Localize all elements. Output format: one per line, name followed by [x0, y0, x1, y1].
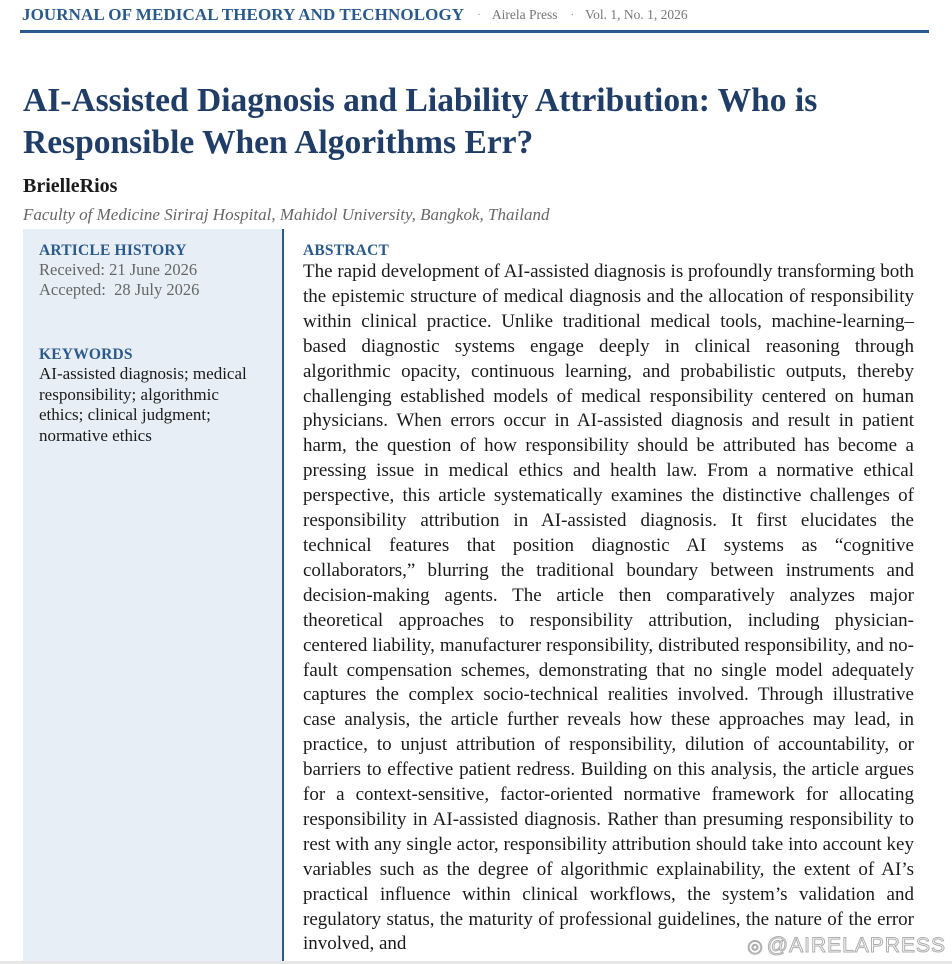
header-rule	[20, 30, 929, 33]
article-history-heading: ARTICLE HISTORY	[39, 242, 187, 259]
publisher-name: Airela Press	[491, 7, 558, 22]
watermark-text: @AIRELAPRESS	[766, 934, 946, 957]
article-info-sidebar	[23, 229, 282, 964]
issue-info: Vol. 1, No. 1, 2026	[585, 7, 688, 22]
author-name: BrielleRios	[23, 175, 118, 197]
accepted-date: Accepted: 28 July 2026	[39, 280, 200, 299]
weibo-icon: ◎	[747, 935, 764, 956]
keywords-heading: KEYWORDS	[39, 346, 133, 363]
header-separator: ·	[570, 9, 575, 21]
abstract-text: The rapid development of AI-assisted diagnosis is profoundly transforming both the epistemic structure of medical diagnosis and the allocation of responsibility within clinical practice. Unlike traditional medical tools, machine-learning–based diagnostic systems engage deeply in clinical reasoning through algorithmic opacity, continuous learning, and probabilistic outputs, thereby challenging established models of medical responsibility centered on human physicians. When errors occur in AI-assisted diagnosis and result in patient harm, the question of how responsibility should be attributed has become a pressing issue in medical ethics and health law. From a normative ethical perspective, this article systematically examines the distinctive challenges of responsibility attribution in AI-assisted diagnosis. It first elucidates the technical features that position diagnostic AI systems as “cognitive collaborators,” blurring the traditional boundary between instruments and decision-making agents. The article then comparatively analyzes major theoretical approaches to responsibility attribution, including physician-centered liability, manufacturer responsibility, distributed responsibility, and no-fault compensation schemes, demonstrating that no single model adequately captures the complex socio-technical realities involved. Through illustrative case analysis, the article further reveals how these approaches may lead, in practice, to unjust attribution of responsibility, dilution of accountability, or barriers to effective patient redress. Building on this analysis, the article argues for a context-sensitive, factor-oriented normative framework for allocating responsibility in AI-assisted diagnosis. Rather than presuming responsibility to rest with any single actor, responsibility attribution should take into account key variables such as the degree of algorithmic explainability, the extent of AI’s practical influence within clinical workflows, the system’s validation and regulatory status, the maturity of professional guidelines, the nature of the error involved, and	[303, 261, 914, 955]
keywords-block	[39, 346, 266, 446]
keywords-list: AI-assisted diagnosis; medical responsibility; algorithmic ethics; clinical judgment; normative ethics	[39, 364, 247, 445]
column-divider	[282, 229, 284, 964]
watermark	[747, 934, 946, 958]
article-title: AI-Assisted Diagnosis and Liability Attribution: Who is Responsible When Algorithms Err?	[23, 82, 818, 161]
journal-name: JOURNAL OF MEDICAL THEORY AND TECHNOLOGY	[22, 5, 465, 24]
header-separator: ·	[477, 9, 481, 21]
abstract-section	[303, 242, 914, 957]
journal-header	[22, 4, 928, 26]
abstract-heading: ABSTRACT	[303, 242, 390, 259]
received-date: Received: 21 June 2026	[39, 260, 198, 279]
author-affiliation: Faculty of Medicine Siriraj Hospital, Mahidol University, Bangkok, Thailand	[23, 205, 550, 224]
